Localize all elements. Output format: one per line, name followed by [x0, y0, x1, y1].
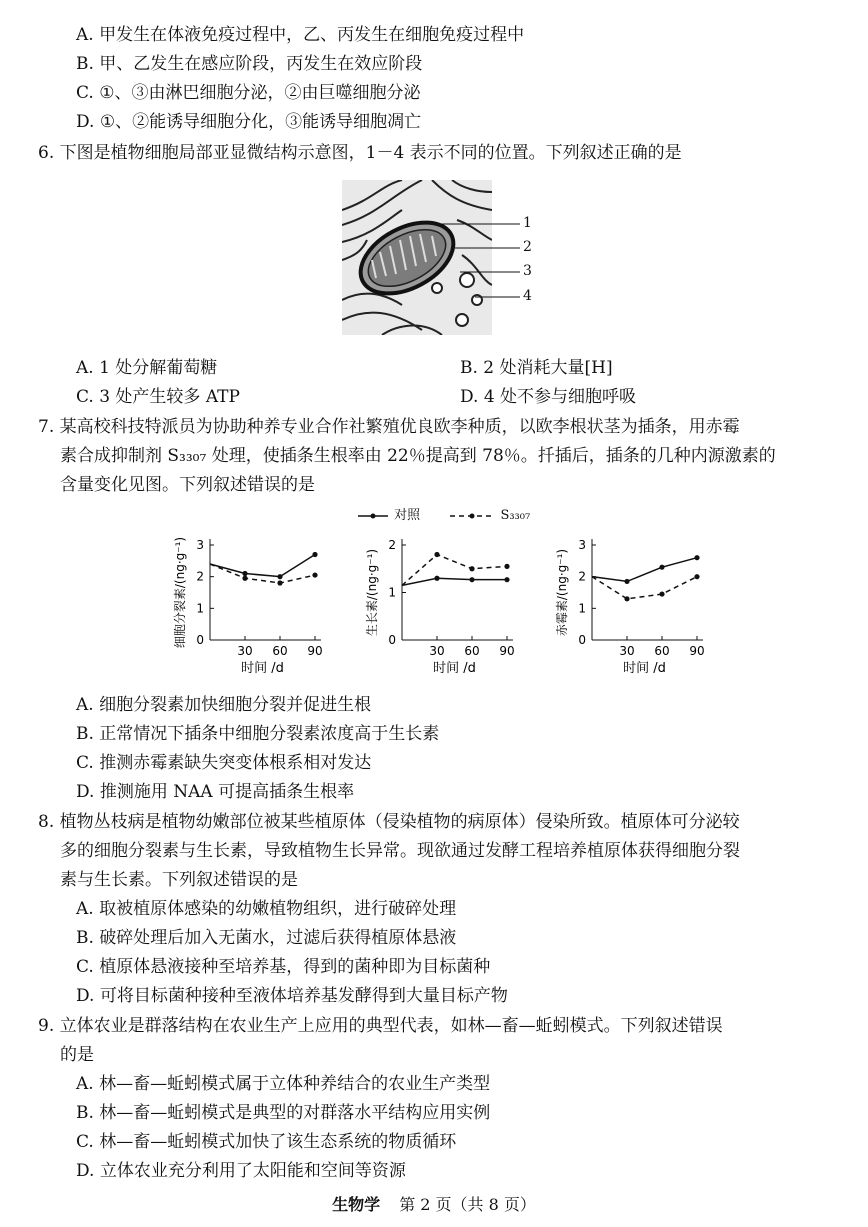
q8-option-d: D. 可将目标菌种接种至液体培养基发酵得到大量目标产物 [76, 986, 508, 1006]
y-tick-label: 2 [578, 569, 586, 584]
footer-page: 第 2 页（共 8 页） [399, 1195, 536, 1214]
series-control-point [277, 574, 282, 579]
label-1: 1 [523, 215, 532, 231]
y-tick-label: 2 [388, 538, 396, 552]
q7-option-d: D. 推测施用 NAA 可提高插条生根率 [76, 782, 355, 802]
series-control-point [469, 577, 474, 582]
y-axis-label: 赤霉素/(ng·g⁻¹) [555, 548, 569, 637]
x-tick-label: 60 [464, 644, 480, 658]
x-tick-label: 90 [689, 644, 705, 658]
q8-stem-2: 多的细胞分裂素与生长素，导致植物生长异常。现欲通过发酵工程培养植原体获得细胞分裂 [60, 841, 740, 861]
chart-cytokinin [170, 530, 330, 685]
legend-control: 对照 [394, 508, 421, 523]
y-tick-label: 1 [196, 601, 204, 616]
x-tick-label: 30 [237, 644, 253, 658]
q9-stem-1: 9. 立体农业是群落结构在农业生产上应用的典型代表，如林—畜—蚯蚓模式。下列叙述错误 [38, 1016, 723, 1036]
y-tick-label: 0 [578, 633, 586, 647]
q5-option-b: B. 甲、乙发生在感应阶段，丙发生在效应阶段 [76, 54, 423, 74]
series-s3307-point [694, 574, 699, 579]
q6-stem: 6. 下图是植物细胞局部亚显微结构示意图，1－4 表示不同的位置。下列叙述正确的是 [38, 143, 682, 163]
series-s3307-point [434, 552, 439, 557]
q7-stem-2: 素合成抑制剂 S₃₃₀₇ 处理，使插条生根率由 22％提高到 78％。扦插后，插条的几种内源激素的 [60, 446, 776, 466]
x-tick-label: 90 [499, 644, 515, 658]
y-tick-label: 3 [578, 538, 586, 552]
q8-stem-3: 素与生长素。下列叙述错误的是 [60, 870, 298, 890]
q8-option-b: B. 破碎处理后加入无菌水，过滤后获得植原体悬液 [76, 928, 457, 948]
series-s3307-point [469, 566, 474, 571]
series-s3307-point [277, 580, 282, 585]
series-control-point [624, 579, 629, 584]
series-control-point [504, 577, 509, 582]
series-s3307-point [312, 572, 317, 577]
x-axis-label: 时间 /d [241, 661, 284, 676]
y-tick-label: 3 [196, 538, 204, 552]
q8-stem-1: 8. 植物丛枝病是植物幼嫩部位被某些植原体（侵染植物的病原体）侵染所致。植原体可分泌较 [38, 812, 740, 832]
footer-subject: 生物学 [332, 1195, 381, 1214]
series-s3307-point [504, 564, 509, 569]
q7-stem-3: 含量变化见图。下列叙述错误的是 [60, 475, 315, 495]
series-control-point [312, 552, 317, 557]
y-axis-label: 细胞分裂素/(ng·g⁻¹) [173, 536, 187, 649]
series-s3307-point [624, 596, 629, 601]
y-tick-label: 0 [388, 633, 396, 647]
series-control-point [434, 576, 439, 581]
chart-legend [356, 504, 530, 523]
series-s3307-line [210, 564, 315, 583]
y-tick-label: 0 [196, 633, 204, 647]
chart-auxin [362, 530, 522, 685]
q9-option-b: B. 林—畜—蚯蚓模式是典型的对群落水平结构应用实例 [76, 1103, 491, 1123]
series-s3307-point [659, 591, 664, 596]
series-control-line [210, 555, 315, 577]
q6-option-c: C. 3 处产生较多 ATP [76, 387, 240, 407]
q5-option-c: C. ①、③由淋巴细胞分泌，②由巨噬细胞分泌 [76, 83, 421, 103]
q7-stem-1: 7. 某高校科技特派员为协助种养专业合作社繁殖优良欧李种质，以欧李根状茎为插条，用赤霉 [38, 417, 740, 437]
q8-option-c: C. 植原体悬液接种至培养基，得到的菌种即为目标菌种 [76, 957, 491, 977]
y-tick-label: 1 [578, 601, 586, 616]
y-tick-label: 2 [196, 569, 204, 584]
series-s3307-point [242, 576, 247, 581]
series-s3307-line [402, 555, 507, 586]
q7-option-b: B. 正常情况下插条中细胞分裂素浓度高于生长素 [76, 724, 440, 744]
label-2: 2 [523, 239, 532, 255]
x-axis-label: 时间 /d [433, 661, 476, 676]
q5-option-d: D. ①、②能诱导细胞分化，③能诱导细胞凋亡 [76, 112, 422, 132]
q7-option-a: A. 细胞分裂素加快细胞分裂并促进生根 [76, 695, 372, 715]
series-control-point [242, 571, 247, 576]
y-axis-label: 生长素/(ng·g⁻¹) [365, 548, 379, 637]
x-tick-label: 30 [429, 644, 445, 658]
series-control-point [659, 565, 664, 570]
q9-option-c: C. 林—畜—蚯蚓模式加快了该生态系统的物质循环 [76, 1132, 457, 1152]
q7-option-c: C. 推测赤霉素缺失突变体根系相对发达 [76, 753, 372, 773]
q6-option-a: A. 1 处分解葡萄糖 [76, 358, 218, 378]
chart-gibberellin [552, 530, 712, 685]
series-control-line [592, 558, 697, 582]
q9-option-d: D. 立体农业充分利用了太阳能和空间等资源 [76, 1161, 406, 1181]
q8-option-a: A. 取被植原体感染的幼嫩植物组织，进行破碎处理 [76, 899, 457, 919]
page-footer [0, 1192, 868, 1215]
label-3: 3 [523, 263, 532, 279]
x-tick-label: 30 [619, 644, 635, 658]
q9-option-a: A. 林—畜—蚯蚓模式属于立体种养结合的农业生产类型 [76, 1074, 491, 1094]
x-tick-label: 60 [654, 644, 670, 658]
q6-option-b: B. 2 处消耗大量[H] [460, 358, 613, 378]
q6-option-d: D. 4 处不参与细胞呼吸 [460, 387, 637, 407]
label-4: 4 [523, 288, 532, 304]
series-control-point [694, 555, 699, 560]
y-tick-label: 1 [388, 585, 396, 600]
legend-s3307: S₃₃₀₇ [500, 508, 531, 523]
q5-option-a: A. 甲发生在体液免疫过程中，乙、丙发生在细胞免疫过程中 [76, 25, 525, 45]
series-control-line [402, 578, 507, 585]
x-tick-label: 90 [307, 644, 323, 658]
x-axis-label: 时间 /d [623, 661, 666, 676]
series-s3307-line [592, 577, 697, 599]
x-tick-label: 60 [272, 644, 288, 658]
q9-stem-2: 的是 [60, 1045, 94, 1065]
